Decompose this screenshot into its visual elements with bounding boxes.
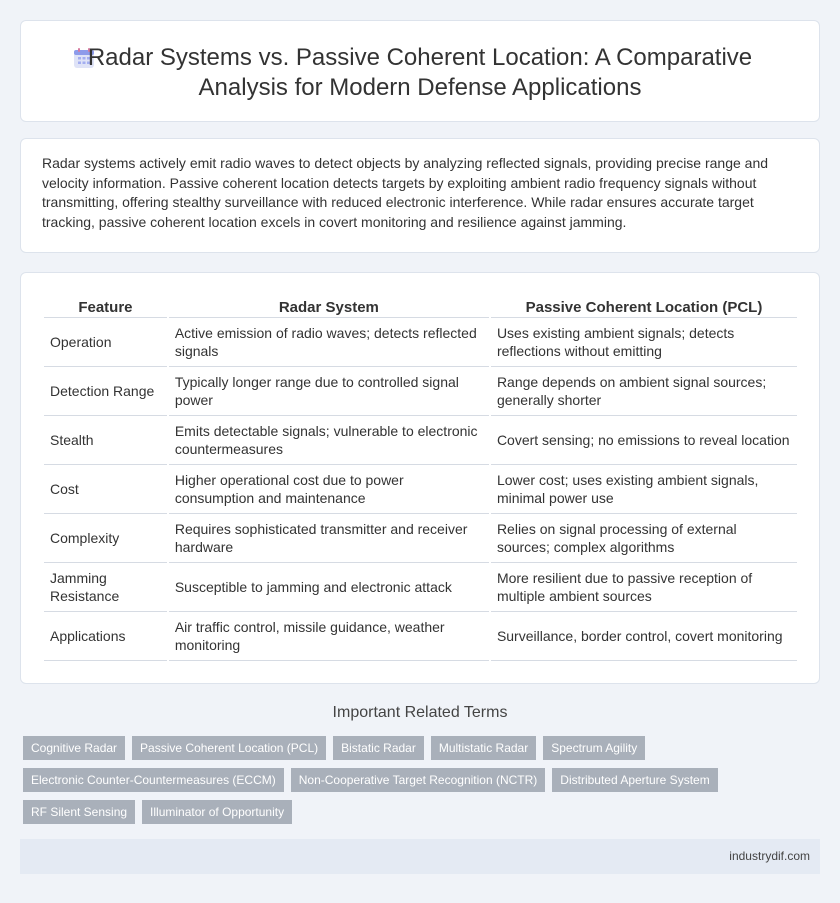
table-row <box>44 465 797 514</box>
footer <box>20 839 820 874</box>
related-terms-title: Important Related Terms <box>332 704 508 721</box>
table-row <box>44 416 797 465</box>
table-row <box>44 514 797 563</box>
title-card <box>20 20 820 122</box>
tag-rf-silent-sensing[interactable]: RF Silent Sensing <box>23 800 135 824</box>
radar-cell: Susceptible to jamming and electronic attack <box>169 563 489 612</box>
header-feature: Feature <box>44 296 167 318</box>
tag-eccm[interactable]: Electronic Counter-Countermeasures (ECCM) <box>23 768 284 792</box>
header-pcl: Passive Coherent Location (PCL) <box>491 296 797 318</box>
radar-cell: Typically longer range due to controlled signal power <box>169 367 489 416</box>
pcl-cell: Range depends on ambient signal sources; generally shorter <box>491 367 797 416</box>
header-radar: Radar System <box>169 296 489 318</box>
feature-cell: Complexity <box>44 514 167 563</box>
feature-cell: Detection Range <box>44 367 167 416</box>
tag-nctr[interactable]: Non-Cooperative Target Recognition (NCTR) <box>291 768 546 792</box>
tag-cognitive-radar[interactable]: Cognitive Radar <box>23 736 125 760</box>
table-row <box>44 318 797 367</box>
table-row <box>44 612 797 661</box>
table-row <box>44 563 797 612</box>
related-terms-list <box>23 736 823 832</box>
radar-cell: Higher operational cost due to power consumption and maintenance <box>169 465 489 514</box>
pcl-cell: Lower cost; uses existing ambient signals, minimal power use <box>491 465 797 514</box>
comparison-card <box>20 272 820 684</box>
tag-spectrum-agility[interactable]: Spectrum Agility <box>543 736 645 760</box>
feature-cell: Jamming Resistance <box>44 563 167 612</box>
tag-row <box>23 800 823 824</box>
pcl-cell: Covert sensing; no emissions to reveal location <box>491 416 797 465</box>
pcl-cell: Surveillance, border control, covert monitoring <box>491 612 797 661</box>
page-title: Radar Systems vs. Passive Coherent Location: A Comparative Analysis for Modern Defense Applications <box>87 44 753 101</box>
table-row <box>44 367 797 416</box>
pcl-cell: Relies on signal processing of external sources; complex algorithms <box>491 514 797 563</box>
tag-passive-coherent-location[interactable]: Passive Coherent Location (PCL) <box>132 736 326 760</box>
tag-illuminator-of-opportunity[interactable]: Illuminator of Opportunity <box>142 800 292 824</box>
tag-distributed-aperture-system[interactable]: Distributed Aperture System <box>552 768 717 792</box>
radar-cell: Active emission of radio waves; detects reflected signals <box>169 318 489 367</box>
feature-cell: Cost <box>44 465 167 514</box>
feature-cell: Operation <box>44 318 167 367</box>
radar-cell: Air traffic control, missile guidance, weather monitoring <box>169 612 489 661</box>
tag-multistatic-radar[interactable]: Multistatic Radar <box>431 736 536 760</box>
pcl-cell: Uses existing ambient signals; detects reflections without emitting <box>491 318 797 367</box>
tag-row <box>23 768 823 792</box>
pcl-cell: More resilient due to passive reception of multiple ambient sources <box>491 563 797 612</box>
comparison-table <box>42 296 799 661</box>
feature-cell: Stealth <box>44 416 167 465</box>
tag-bistatic-radar[interactable]: Bistatic Radar <box>333 736 424 760</box>
radar-cell: Emits detectable signals; vulnerable to electronic countermeasures <box>169 416 489 465</box>
table-header-row <box>44 296 797 318</box>
intro-card <box>20 138 820 253</box>
intro-paragraph: Radar systems actively emit radio waves to detect objects by analyzing reflected signals, providing precise range and velocity information. Passive coherent location detects targets by exploiting ambient radio frequency signals without transmitting, offering stealthy surveillance with reduced electronic interference. While radar ensures accurate target tracking, passive coherent location excels in covert monitoring and resilience against jamming. <box>42 155 769 230</box>
tag-row <box>23 736 823 760</box>
footer-site[interactable]: industrydif.com <box>729 849 810 863</box>
radar-cell: Requires sophisticated transmitter and receiver hardware <box>169 514 489 563</box>
feature-cell: Applications <box>44 612 167 661</box>
